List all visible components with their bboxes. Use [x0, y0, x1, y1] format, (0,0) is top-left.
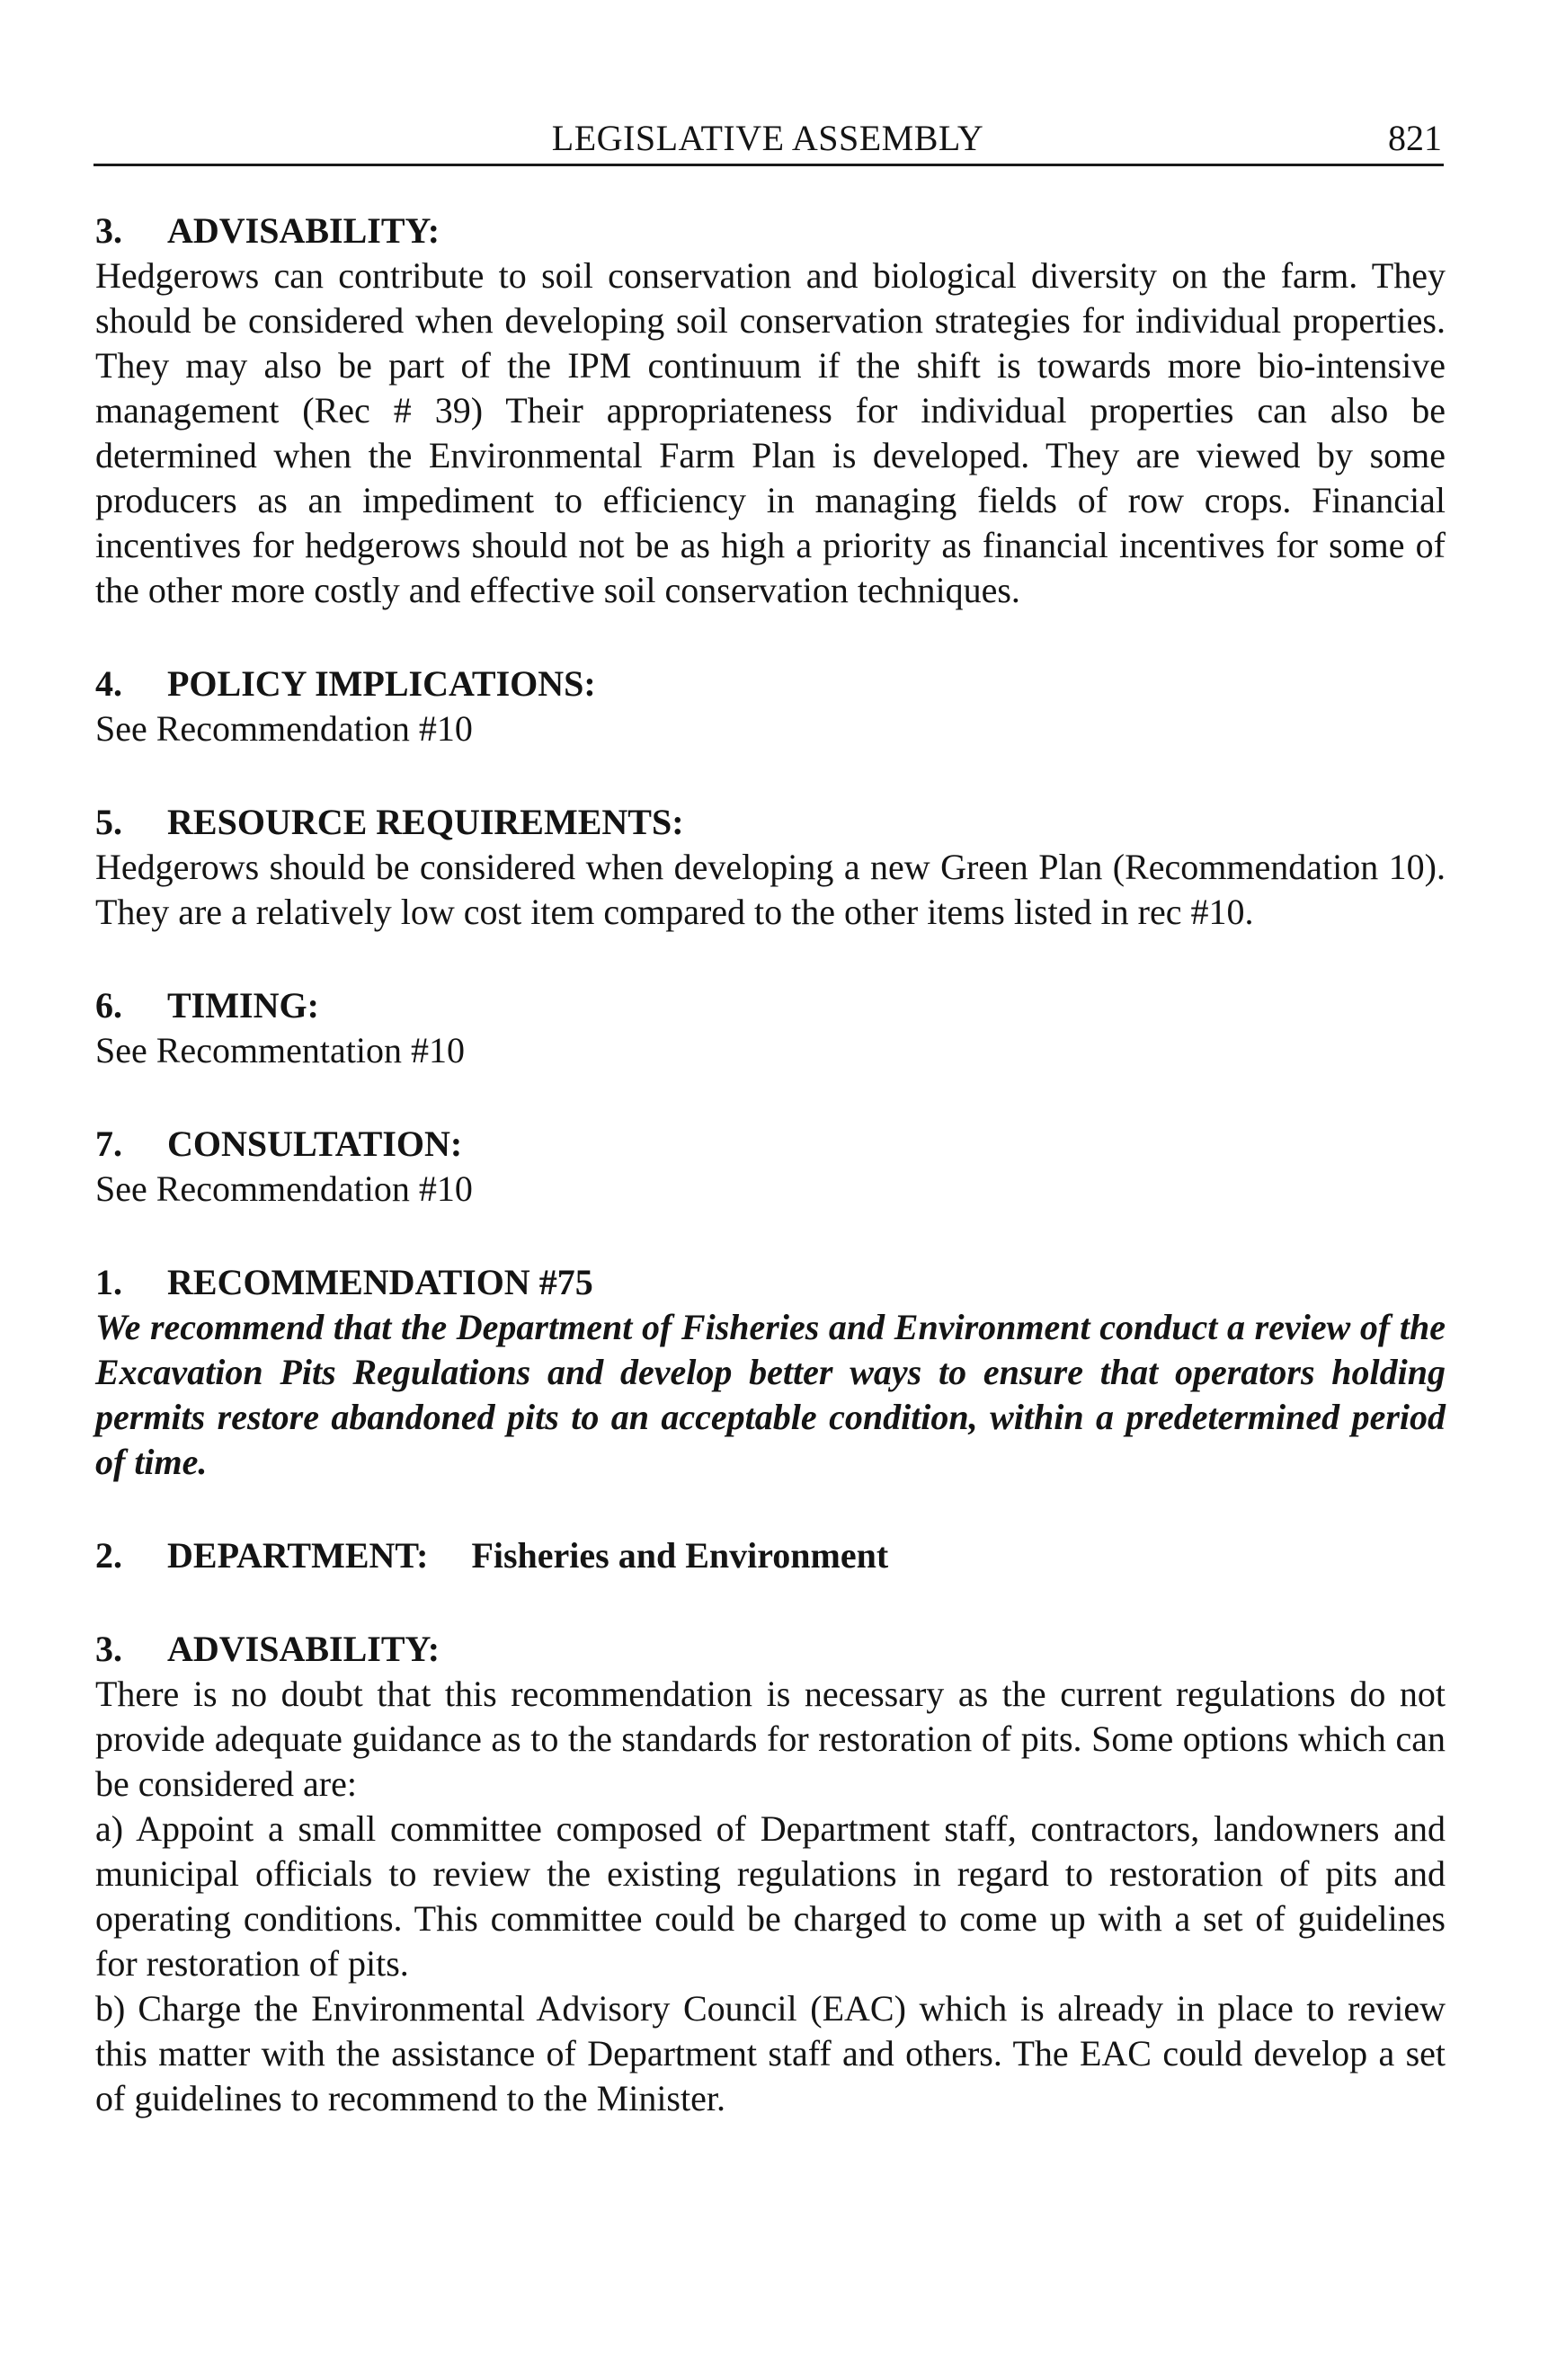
option-text: Appoint a small committee composed of Department staff, contractors, landowners and municipal officials to review the existing regulations in regard to restoration of pits and operating conditions. This committee could be charged to come up with a set of guidelines for restoration of pits.: [95, 1808, 1446, 1984]
section-number: 2.: [95, 1535, 122, 1576]
section-spacer: [95, 1485, 1446, 1533]
section-department: [95, 1533, 1446, 1578]
section-policy-implications: [95, 662, 1446, 751]
section-title: CONSULTATION:: [167, 1123, 463, 1164]
section-title: POLICY IMPLICATIONS:: [167, 663, 596, 704]
section-timing: [95, 983, 1446, 1073]
section-number: 5.: [95, 802, 122, 842]
section-spacer: [95, 1073, 1446, 1122]
section-body: See Recommentation #10: [95, 1030, 466, 1070]
section-heading: [95, 209, 1446, 253]
option-text: Charge the Environmental Advisory Council (EAC) which is already in place to review this matter with the assistance of Department staff and others. The EAC could develop a set of guidelines to recommend to the Minister.: [95, 1988, 1446, 2118]
section-body: Hedgerows can contribute to soil conservation and biological diversity on the farm. They should be considered when developing soil conservation strategies for individual properties. They may also be part of the IPM continuum if the shift is towards more bio-intensive management (Rec # 39) Their appropriateness for individual properties can also be determined when the Environmental Farm Plan is developed. They are viewed by some producers as an impediment to efficiency in managing fields of row crops. Financial incentives for hedgerows should not be as high a priority as financial incentives for some of the other more costly and effective soil conservation techniques.: [95, 255, 1446, 610]
section-title: TIMING:: [167, 985, 319, 1026]
section-advisability-hedgerows: [95, 209, 1446, 613]
section-heading: [95, 662, 1446, 706]
section-spacer: [95, 751, 1446, 800]
section-title: DEPARTMENT:: [167, 1535, 429, 1576]
section-heading: [95, 800, 1446, 845]
section-spacer: [95, 1212, 1446, 1260]
page-number: 821: [1388, 118, 1442, 158]
section-number: 3.: [95, 210, 122, 251]
recommendation-text: We recommend that the Department of Fisheries and Environment conduct a review of the Excavation Pits Regulations and develop better ways to ensure that operators holding permits restore abandoned pits to an acceptable condition, within a predetermined period of time.: [95, 1307, 1446, 1482]
section-number: 6.: [95, 985, 122, 1026]
section-heading: [95, 1627, 1446, 1672]
option-label: a): [95, 1808, 124, 1849]
section-title: ADVISABILITY:: [167, 1629, 440, 1669]
section-number: 7.: [95, 1123, 122, 1164]
section-advisability-pits: [95, 1627, 1446, 2121]
section-heading: [95, 1260, 1446, 1305]
section-recommendation-75: [95, 1260, 1446, 1485]
section-number: 4.: [95, 663, 122, 704]
option-label: b): [95, 1988, 126, 2029]
page-body: [95, 209, 1446, 2121]
section-number: 3.: [95, 1629, 122, 1669]
section-heading: [95, 1122, 1446, 1167]
section-title: ADVISABILITY:: [167, 210, 440, 251]
running-header-title: LEGISLATIVE ASSEMBLY: [551, 118, 984, 158]
section-body: See Recommendation #10: [95, 1168, 473, 1209]
section-heading: [95, 1533, 1446, 1578]
section-consultation: [95, 1122, 1446, 1212]
header-rule: [93, 164, 1444, 166]
section-number: 1.: [95, 1262, 122, 1302]
section-title: RECOMMENDATION #75: [167, 1262, 593, 1302]
section-resource-requirements: [95, 800, 1446, 935]
running-header: [93, 111, 1442, 165]
section-title: RESOURCE REQUIREMENTS:: [167, 802, 684, 842]
section-body: There is no doubt that this recommendation is necessary as the current regulations do not provide adequate guidance as to the standards for restoration of pits. Some options which can be considered are:: [95, 1674, 1446, 1804]
option-item: [95, 1807, 1446, 1986]
section-spacer: [95, 935, 1446, 983]
option-item: [95, 1986, 1446, 2121]
section-body: See Recommendation #10: [95, 708, 473, 749]
section-heading: [95, 983, 1446, 1028]
section-body: Hedgerows should be considered when developing a new Green Plan (Recommendation 10). They are a relatively low cost item compared to the other items listed in rec #10.: [95, 847, 1446, 932]
department-name: Fisheries and Environment: [471, 1535, 889, 1576]
section-spacer: [95, 613, 1446, 662]
section-spacer: [95, 1578, 1446, 1627]
